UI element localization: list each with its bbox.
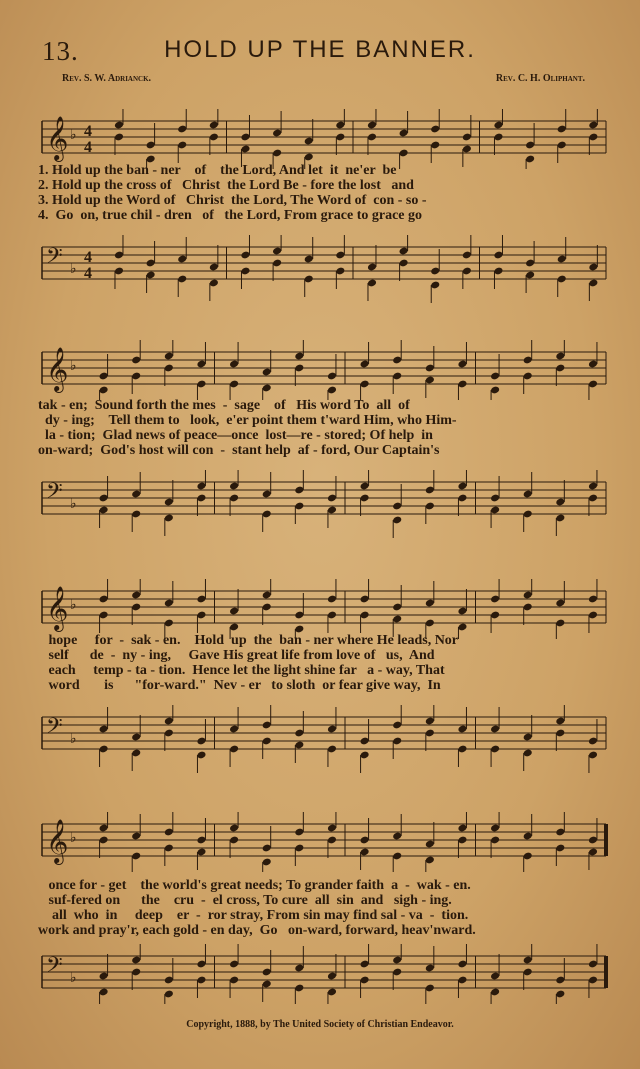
lyric-verse-3: 3. Hold up the Word of Christ the Lord, The Word of con - so - [38,193,427,208]
music-system-2 [38,330,608,550]
music-system-1 [38,95,608,315]
lyric-verse-1: 1. Hold up the ban - ner of the Lord, And let it ne'er be [38,163,397,178]
lyricist-credit: Rev. S. W. Adrianck. [62,73,152,84]
lyric-verse-3: each temp - ta - tion. Hence let the light shine far a - way, That [38,663,445,678]
flat-icon: ♭ [70,127,77,143]
flat-icon: ♭ [70,731,77,747]
treble-clef-icon: 𝄞 [46,347,69,391]
time-signature-icon: 4 [84,123,92,140]
lyric-verse-4: on-ward; God's host will con - stant help af - ford, Our Captain's [38,443,440,458]
flat-icon: ♭ [70,830,77,846]
lyric-verse-1: tak - en; Sound forth the mes - sage of His word To all of [38,398,410,413]
bass-staff [38,944,608,1004]
copyright-notice: Copyright, 1888, by The United Society of Christian Endeavor. [186,1019,454,1030]
bass-clef-icon: 𝄢 [46,953,63,983]
bass-clef-icon: 𝄢 [46,714,63,744]
lyric-verse-2: 2. Hold up the cross of Christ the Lord Be - fore the lost and [38,178,414,193]
lyric-verse-4: word is "for-ward." Nev - er to sloth or fear give way, In [38,678,441,693]
hymn-title: HOLD UP THE BANNER. [164,36,476,63]
bass-clef-icon: 𝄢 [46,479,63,509]
bass-staff [38,235,608,305]
lyrics-block-1 [38,163,608,223]
bass-clef-icon: 𝄢 [46,244,63,274]
treble-clef-icon: 𝄞 [46,819,69,863]
lyric-verse-2: dy - ing; Tell them to look, e'er point them t'ward Him, who Him- [38,413,457,428]
flat-icon: ♭ [70,597,77,613]
treble-clef-icon: 𝄞 [46,586,69,630]
time-signature-icon: 4 [84,249,92,266]
treble-clef-icon: 𝄞 [46,116,69,160]
lyric-verse-4: 4. Go on, true chil - dren of the Lord, From grace to grace go [38,208,423,223]
treble-staff [38,579,608,639]
lyric-verse-3: all who in deep er - ror stray, From sin may find sal - va - tion. [38,908,469,923]
time-signature-icon: 4 [84,265,92,282]
treble-staff [38,109,608,169]
lyric-verse-4: work and pray'r, each gold - en day, Go on-ward, forward, heav'nward. [38,923,476,938]
lyrics-block-3 [38,633,608,693]
lyric-verse-1: once for - get the world's great needs; To grander faith a - wak - en. [38,878,471,893]
treble-staff [38,340,608,400]
flat-icon: ♭ [70,261,77,277]
composer-credit: Rev. C. H. Oliphant. [495,73,585,84]
lyric-verse-3: la - tion; Glad news of peace—once lost—re - stored; Of help in [38,428,433,443]
hymn-number: 13. [42,36,79,66]
bass-staff [38,705,608,775]
flat-icon: ♭ [70,970,77,986]
time-signature-icon: 4 [84,139,92,156]
lyrics-block-4 [38,878,608,938]
lyric-verse-1: hope for - sak - en. Hold up the ban - ner where He leads, Nor [38,633,459,648]
lyrics-block-2 [38,398,608,458]
flat-icon: ♭ [70,358,77,374]
flat-icon: ♭ [70,496,77,512]
treble-staff [38,812,608,872]
lyric-verse-2: self de - ny - ing, Gave His great life from love of us, And [38,648,435,663]
music-system-3 [38,565,608,785]
music-system-4 [38,798,608,1008]
bass-staff [38,470,608,540]
lyric-verse-2: suf-fered on the cru - el cross, To cure all sin and sigh - ing. [38,893,452,908]
